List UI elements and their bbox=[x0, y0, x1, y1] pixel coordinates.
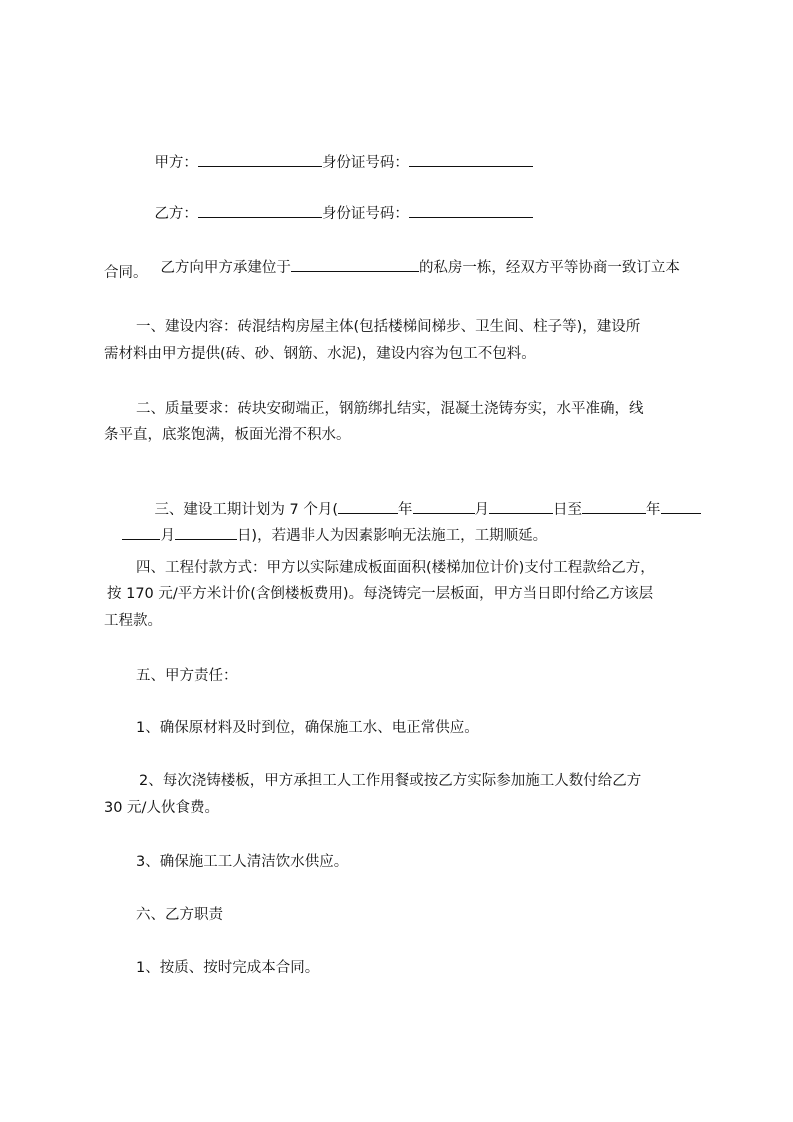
clause-5-heading: 五、甲方责任： bbox=[136, 668, 238, 684]
clause-6-item-1: 1、按质、按时完成本合同。 bbox=[136, 960, 320, 976]
intro-line-1 bbox=[142, 237, 680, 298]
end-month-blank-part-2[interactable] bbox=[122, 525, 160, 540]
party-b-line bbox=[136, 183, 533, 244]
end-year-blank[interactable] bbox=[582, 499, 646, 514]
start-year-label: 年 bbox=[398, 502, 413, 518]
intro-line-2: 合同。 bbox=[104, 265, 148, 281]
party-b-id-label: 身份证号码： bbox=[321, 206, 409, 222]
clause-5-item-2-line-1: 2、每次浇铸楼板，甲方承担工人工作用餐或按乙方实际参加施工人数付给乙方 bbox=[139, 773, 642, 789]
clause-5-item-3: 3、确保施工工人清洁饮水供应。 bbox=[136, 854, 349, 870]
clause-4-line-3: 工程款。 bbox=[104, 613, 162, 629]
party-b-id-blank[interactable] bbox=[409, 203, 533, 218]
clause-5-item-1: 1、确保原材料及时到位，确保施工水、电正常供应。 bbox=[136, 720, 479, 736]
clause-2-line-1: 二、质量要求：砖块安砌端正，钢筋绑扎结实，混凝土浇铸夯实，水平准确，线 bbox=[136, 401, 644, 417]
party-b-label: 乙方： bbox=[154, 206, 198, 222]
clause-2-line-2: 条平直，底浆饱满，板面光滑不积水。 bbox=[104, 427, 351, 443]
end-month-blank-part-1[interactable] bbox=[661, 499, 701, 514]
clause-3-end-text: 日)，若遇非人为因素影响无法施工，工期顺延。 bbox=[236, 528, 548, 544]
end-day-blank[interactable] bbox=[175, 525, 237, 540]
end-month-label: 月 bbox=[160, 528, 175, 544]
clause-4-line-2: 按 170 元/平方米计价(含倒楼板费用)。每浇铸完一层板面，甲方当日即付给乙方该层 bbox=[107, 586, 654, 602]
clause-4-line-1: 四、工程付款方式：甲方以实际建成板面面积(楼梯加位计价)支付工程款给乙方， bbox=[136, 560, 655, 576]
clause-6-heading: 六、乙方职责 bbox=[136, 907, 223, 923]
clause-1-line-2: 需材料由甲方提供(砖、砂、钢筋、水泥)，建设内容为包工不包料。 bbox=[104, 346, 536, 362]
intro-part-1: 乙方向甲方承建位于 bbox=[160, 260, 291, 276]
clause-3-text: 三、建设工期计划为 7 个月( bbox=[154, 502, 339, 518]
party-b-name-blank[interactable] bbox=[198, 203, 322, 218]
intro-part-2: 的私房一栋，经双方平等协商一致订立本 bbox=[418, 260, 680, 276]
clause-5-item-2-line-2: 30 元/人伙食费。 bbox=[104, 800, 219, 816]
start-month-label: 月 bbox=[474, 502, 490, 518]
clause-1-line-1: 一、建设内容：砖混结构房屋主体(包括楼梯间梯步、卫生间、柱子等)，建设所 bbox=[136, 319, 641, 335]
party-a-label: 甲方： bbox=[154, 155, 198, 171]
party-a-id-label: 身份证号码： bbox=[321, 155, 409, 171]
start-day-label: 日至 bbox=[553, 502, 583, 518]
clause-3-line-2 bbox=[104, 505, 547, 566]
party-a-name-blank[interactable] bbox=[198, 152, 322, 167]
end-year-label: 年 bbox=[646, 502, 661, 518]
location-blank[interactable] bbox=[291, 257, 419, 272]
party-a-id-blank[interactable] bbox=[409, 152, 533, 167]
